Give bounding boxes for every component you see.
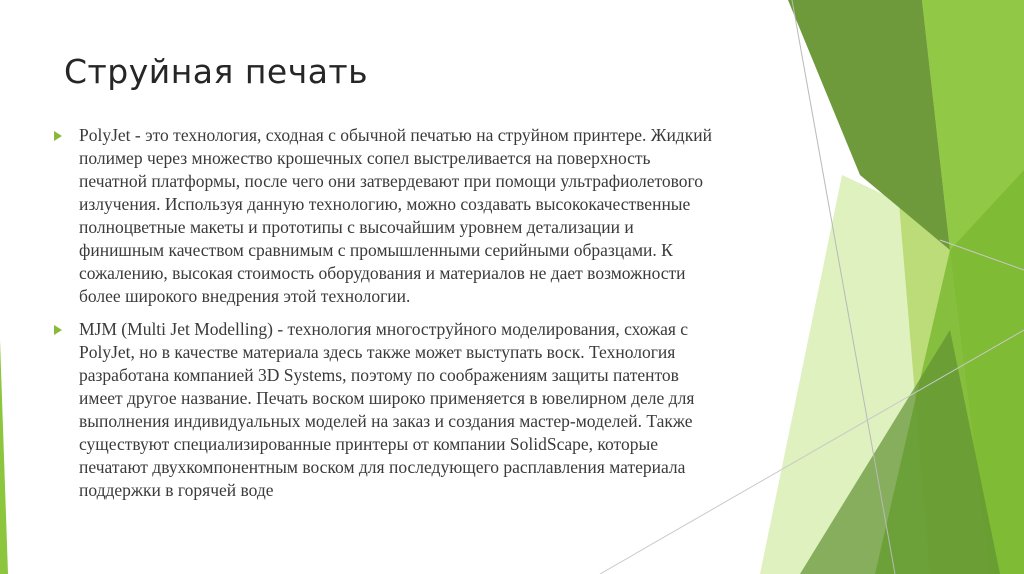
text-line: MJM (Multi Jet Modelling) - технология многоструйного моделирования, схожая с [79,319,689,339]
text-line: печатают двухкомпонентным воском для последующего расплавления материала [79,457,686,477]
text-line: финишным качеством сравнимым с промышленными серийными образцами. К [79,240,673,260]
bullet-text [79,318,772,502]
bullet-list [52,124,772,512]
bullet-arrow-icon [54,325,62,335]
text-line: PolyJet, но в качестве материала здесь также может выступать воск. Технология [79,342,676,362]
text-line: имеет другое название. Печать воском широко применяется в ювелирном деле для [79,388,695,408]
bullet-text [79,124,772,308]
text-line: печатной платформы, после чего они затвердевают при помощи ультрафиолетового [79,171,704,191]
slide-title: Струйная печать [64,52,369,91]
text-line: разработана компанией 3D Systems, поэтому по соображениям защиты патентов [79,365,679,385]
bullet-item-mjm [52,318,772,502]
text-line: PolyJet - это технология, сходная с обычной печатью на струйном принтере. Жидкий [79,125,712,145]
bullet-arrow-icon [54,131,62,141]
text-line: выполнения индивидуальных моделей на заказ и создания мастер-моделей. Также [79,411,693,431]
text-line: излучения. Используя данную технологию, можно создавать высококачественные [79,194,691,214]
bullet-item-polyjet [52,124,772,308]
text-line: полимер через множество крошечных сопел выстреливается на поверхность [79,148,651,168]
text-line: поддержки в горячей воде [79,480,274,500]
text-line: существуют специализированные принтеры от компании SolidScape, которые [79,434,658,454]
left-edge-facet [0,340,8,574]
text-line: полноцветные макеты и прототипы с высочайшим уровнем детализации и [79,217,634,237]
text-line: более широкого внедрения этой технологии. [79,286,411,306]
text-line: сожалению, высокая стоимость оборудования и материалов не дает возможности [79,263,686,283]
